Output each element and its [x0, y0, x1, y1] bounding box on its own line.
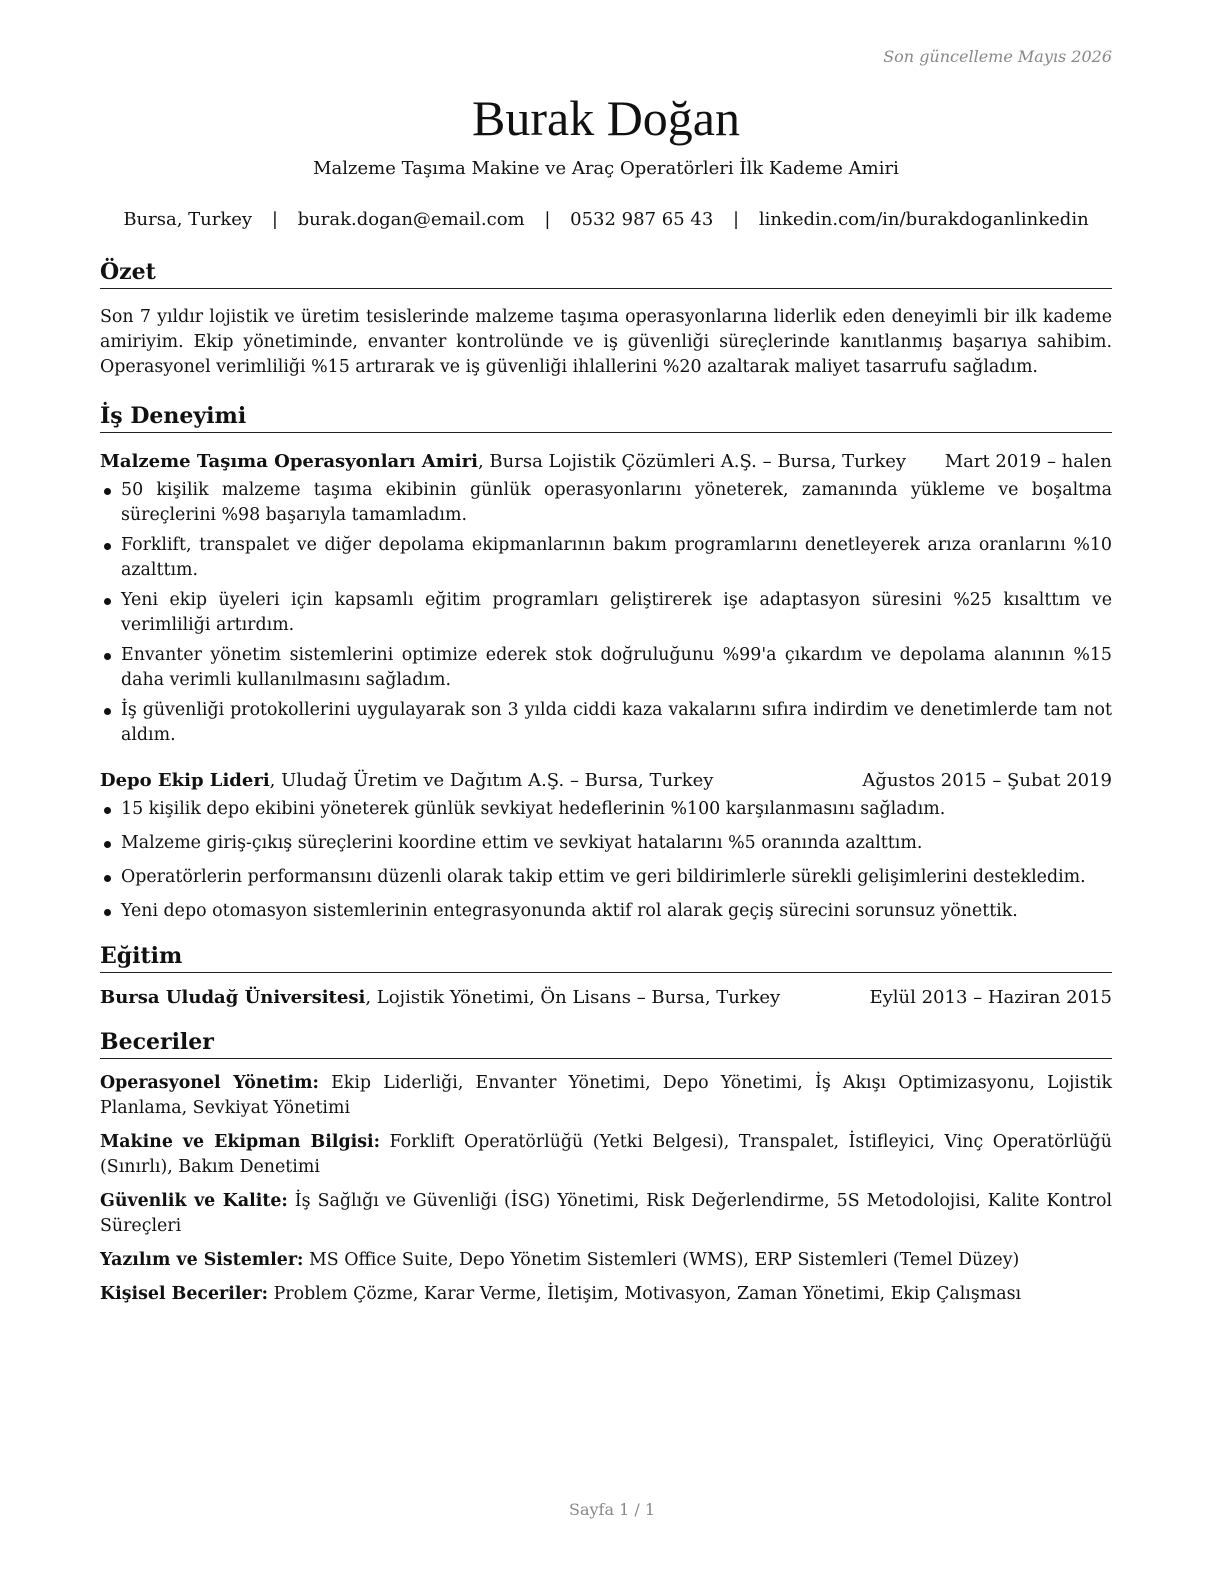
job-title-line: [100, 449, 906, 474]
list-item: Yeni ekip üyeleri için kapsamlı eğitim programları geliştirerek işe adaptasyon süresini %25 kısalttım ve verimliliği artırdım.: [100, 588, 1112, 638]
job-entry: [100, 768, 1112, 924]
list-item: Forklift, transpalet ve diğer depolama ekipmanlarının bakım programlarını denetleyerek arıza oranlarını %10 azalttım.: [100, 533, 1112, 583]
job-header: [100, 768, 1112, 793]
education-dates: Eylül 2013 – Haziran 2015: [869, 987, 1112, 1008]
skill-label: Operasyonel Yönetim:: [100, 1073, 319, 1093]
contact-separator: |: [544, 209, 551, 230]
summary-section: [100, 258, 1112, 380]
candidate-name: Burak Doğan: [472, 90, 740, 146]
list-item: Malzeme giriş-çıkış süreçlerini koordine ettim ve sevkiyat hatalarını %5 oranında azalttım.: [100, 831, 1112, 856]
list-item: 50 kişilik malzeme taşıma ekibinin günlük operasyonlarını yöneterek, zamanında yükleme ve boşaltma süreçlerini %98 başarıyla tamamladım.: [100, 478, 1112, 528]
job-org: , Bursa Lojistik Çözümleri A.Ş. – Bursa, Turkey: [477, 451, 907, 472]
contact-location: Bursa, Turkey: [123, 209, 253, 230]
job-bullets: [100, 478, 1112, 748]
list-item: Operatörlerin performansını düzenli olarak takip ettim ve geri bildirimlerle sürekli gelişimlerini destekledim.: [100, 865, 1112, 890]
skill-label: Makine ve Ekipman Bilgisi:: [100, 1132, 381, 1152]
last-updated: Son güncelleme Mayıs 2026: [883, 47, 1112, 66]
skill-label: Güvenlik ve Kalite:: [100, 1191, 288, 1211]
education-line: [100, 985, 780, 1010]
job-role: Malzeme Taşıma Operasyonları Amiri: [100, 451, 478, 472]
candidate-title: Malzeme Taşıma Makine ve Araç Operatörleri İlk Kademe Amiri: [313, 158, 899, 179]
summary-text: Son 7 yıldır lojistik ve üretim tesislerinde malzeme taşıma operasyonlarına liderlik eden deneyimli bir ilk kademe amiriyim. Ekip yönetiminde, envanter kontrolünde ve iş güvenliği süreçlerinde kanıtlanmış başarıya sahibim. Operasyonel verimliliği %15 artırarak ve iş güvenliği ihlallerini %20 azaltarak maliyet tasarrufu sağladım.: [100, 307, 1112, 377]
contact-separator: |: [733, 209, 740, 230]
section-heading: Eğitim: [100, 942, 1112, 973]
contact-line: [100, 207, 1112, 232]
contact-email[interactable]: burak.dogan@email.com: [297, 209, 525, 230]
job-org: , Uludağ Üretim ve Dağıtım A.Ş. – Bursa, Turkey: [269, 770, 714, 791]
skill-row: [100, 1282, 1112, 1307]
job-entry: [100, 449, 1112, 748]
contact-linkedin[interactable]: linkedin.com/in/burakdoganlinkedin: [758, 209, 1089, 230]
skill-row: [100, 1071, 1112, 1121]
skill-row: [100, 1189, 1112, 1239]
skill-row: [100, 1248, 1112, 1273]
skill-value: Problem Çözme, Karar Verme, İletişim, Motivasyon, Zaman Yönetimi, Ekip Çalışması: [268, 1284, 1022, 1304]
list-item: Envanter yönetim sistemlerini optimize ederek stok doğruluğunu %99'a çıkardım ve depolama alanının %15 daha verimli kullanılmasını sağladım.: [100, 643, 1112, 693]
experience-section: [100, 402, 1112, 924]
education-section: [100, 942, 1112, 1010]
job-bullets: [100, 797, 1112, 924]
skills-section: [100, 1028, 1112, 1307]
education-detail: , Lojistik Yönetimi, Ön Lisans – Bursa, Turkey: [365, 987, 781, 1008]
job-title-line: [100, 768, 713, 793]
section-heading: İş Deneyimi: [100, 402, 1112, 433]
list-item: 15 kişilik depo ekibini yöneterek günlük sevkiyat hedeflerinin %100 karşılanmasını sağladım.: [100, 797, 1112, 822]
skill-row: [100, 1130, 1112, 1180]
skill-value: Ekip Liderliği, Envanter Yönetimi, Depo Yönetimi, İş Akışı Optimizasyonu, Lojistik Planlama, Sevkiyat Yönetimi: [100, 1073, 1113, 1118]
section-heading: Beceriler: [100, 1028, 1112, 1059]
job-header: [100, 449, 1112, 474]
job-role: Depo Ekip Lideri: [100, 770, 270, 791]
skill-label: Yazılım ve Sistemler:: [100, 1250, 304, 1270]
list-item: İş güvenliği protokollerini uygulayarak son 3 yılda ciddi kaza vakalarını sıfıra indirdim ve denetimlerde tam not aldım.: [100, 698, 1112, 748]
skills-list: [100, 1071, 1112, 1307]
skill-label: Kişisel Beceriler:: [100, 1284, 269, 1304]
list-item: Yeni depo otomasyon sistemlerinin entegrasyonunda aktif rol alarak geçiş sürecini sorunsuz yönettik.: [100, 899, 1112, 924]
school-name: Bursa Uludağ Üniversitesi: [100, 987, 366, 1008]
skill-value: Forklift Operatörlüğü (Yetki Belgesi), Transpalet, İstifleyici, Vinç Operatörlüğü (Sınırlı), Bakım Denetimi: [100, 1132, 1112, 1177]
skill-value: MS Office Suite, Depo Yönetim Sistemleri (WMS), ERP Sistemleri (Temel Düzey): [303, 1250, 1020, 1270]
page-number: Sayfa 1 / 1: [568, 1500, 655, 1519]
education-entry: [100, 985, 1112, 1010]
contact-phone[interactable]: 0532 987 65 43: [570, 209, 714, 230]
skill-value: İş Sağlığı ve Güvenliği (İSG) Yönetimi, Risk Değerlendirme, 5S Metodolojisi, Kalite Kontrol Süreçleri: [100, 1191, 1112, 1236]
job-dates: Ağustos 2015 – Şubat 2019: [862, 770, 1112, 791]
job-dates: Mart 2019 – halen: [944, 451, 1112, 472]
contact-separator: |: [271, 209, 278, 230]
section-heading: Özet: [100, 258, 1112, 289]
